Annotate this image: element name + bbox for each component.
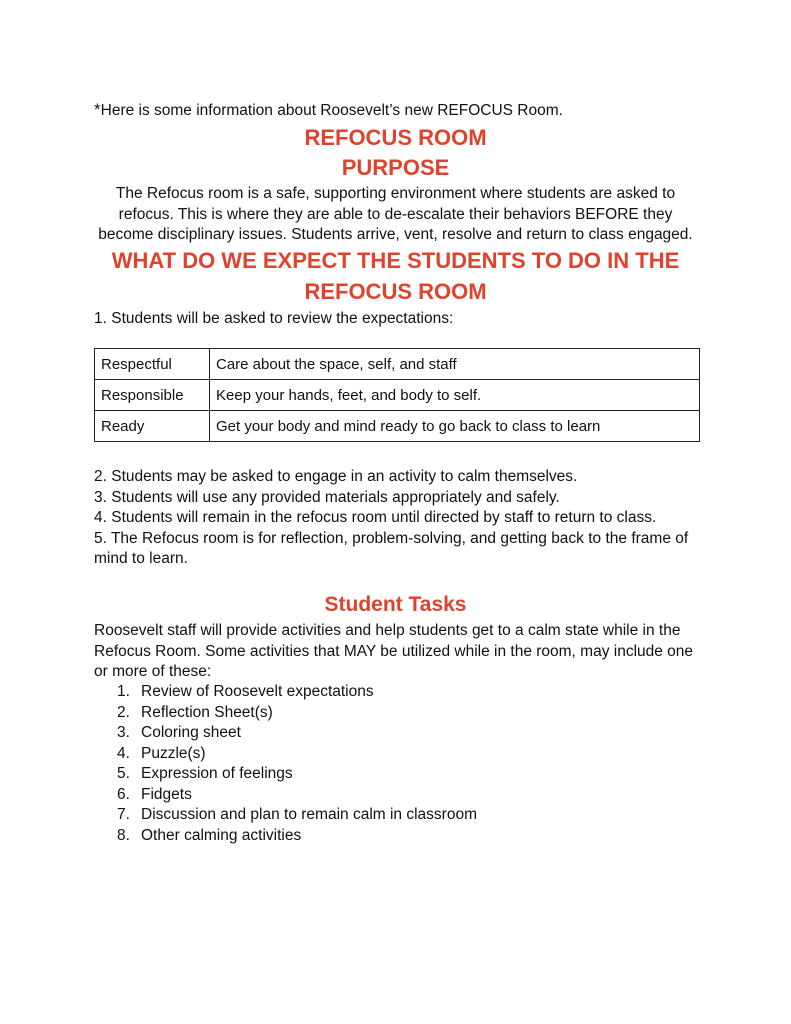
- list-item: [117, 723, 477, 744]
- description-cell: Keep your hands, feet, and body to self.: [210, 380, 700, 411]
- list-item: [117, 744, 477, 765]
- trait-cell: Responsible: [95, 380, 210, 411]
- task-number: 6.: [117, 785, 130, 803]
- tasks-intro-line: Roosevelt staff will provide activities and help students get to a calm state while in the: [94, 622, 681, 639]
- list-item: 3. Students will use any provided materials appropriately and safely.: [94, 488, 560, 506]
- list-item: [117, 764, 477, 785]
- task-list: [117, 682, 477, 846]
- task-text: Discussion and plan to remain calm in classroom: [141, 806, 477, 823]
- task-number: 3.: [117, 724, 130, 741]
- heading-student-tasks: Student Tasks: [324, 593, 467, 616]
- list-item: [117, 682, 477, 703]
- task-text: Puzzle(s): [141, 744, 206, 762]
- list-item: [117, 785, 477, 806]
- list-item: [117, 805, 477, 826]
- tasks-intro-paragraph: [94, 621, 714, 683]
- expectations-intro: 1. Students will be asked to review the expectations:: [94, 310, 454, 327]
- task-text: Other calming activities: [141, 826, 302, 844]
- heading-refocus-room: REFOCUS ROOM: [304, 125, 487, 150]
- task-number: 4.: [117, 744, 130, 762]
- heading-expectations-line1: WHAT DO WE EXPECT THE STUDENTS TO DO IN THE: [111, 248, 680, 273]
- heading-expectations-line2: REFOCUS ROOM: [304, 279, 487, 304]
- task-text: Fidgets: [141, 785, 192, 803]
- table-row: [95, 411, 700, 442]
- list-item: 4. Students will remain in the refocus room until directed by staff to return to class.: [94, 509, 657, 526]
- tasks-intro-line: Refocus Room. Some activities that MAY be utilized while in the room, may include one: [94, 642, 694, 660]
- intro-line: [94, 98, 563, 123]
- purpose-paragraph: [80, 184, 711, 246]
- task-number: 8.: [117, 826, 130, 844]
- trait-cell: Respectful: [95, 349, 210, 380]
- list-item: [117, 826, 477, 847]
- task-text: Reflection Sheet(s): [141, 703, 273, 721]
- list-item-continuation: mind to learn.: [94, 550, 188, 567]
- purpose-line: The Refocus room is a safe, supporting environment where students are asked to: [115, 185, 676, 202]
- description-cell: Get your body and mind ready to go back to class to learn: [210, 411, 700, 442]
- task-text: Expression of feelings: [141, 765, 293, 782]
- trait-cell: Ready: [95, 411, 210, 442]
- list-item: 5. The Refocus room is for reflection, problem-solving, and getting back to the frame of: [94, 529, 689, 547]
- task-text: Review of Roosevelt expectations: [141, 683, 374, 700]
- list-item: 2. Students may be asked to engage in an activity to calm themselves.: [94, 468, 578, 485]
- purpose-line: become disciplinary issues. Students arrive, vent, resolve and return to class engaged.: [98, 226, 693, 243]
- heading-purpose: PURPOSE: [341, 155, 450, 180]
- purpose-line: refocus. This is where they are able to de-escalate their behaviors BEFORE they: [118, 205, 673, 223]
- intro-asterisk: *: [94, 100, 101, 119]
- expectations-table: [94, 348, 700, 442]
- numbered-list: [94, 467, 714, 570]
- description-cell: Care about the space, self, and staff: [210, 349, 700, 380]
- intro-text: Here is some information about Roosevelt’s new REFOCUS Room.: [100, 102, 563, 119]
- task-number: 7.: [117, 806, 130, 823]
- list-item: [117, 703, 477, 724]
- table-row: [95, 349, 700, 380]
- task-text: Coloring sheet: [141, 724, 241, 741]
- task-number: 2.: [117, 703, 130, 721]
- table-row: [95, 380, 700, 411]
- tasks-intro-line: or more of these:: [94, 663, 212, 680]
- task-number: 5.: [117, 765, 130, 782]
- task-number: 1.: [117, 683, 130, 700]
